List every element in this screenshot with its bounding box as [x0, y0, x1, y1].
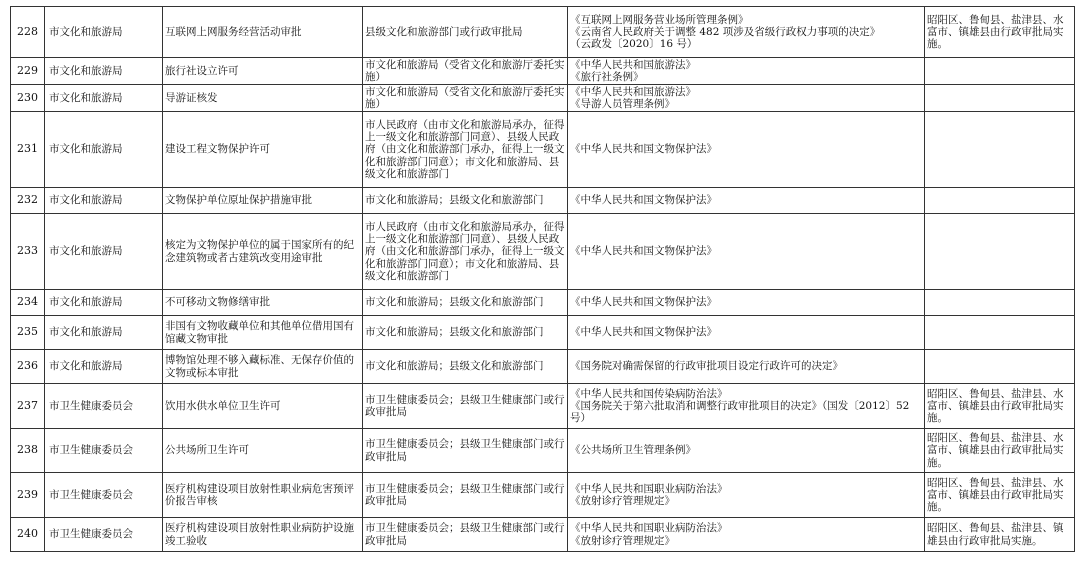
administrative-license-table	[10, 6, 1075, 552]
department-cell: 市文化和旅游局	[45, 7, 163, 58]
department-cell: 市卫生健康委员会	[45, 384, 163, 429]
authority-cell: 市文化和旅游局；县级文化和旅游部门	[363, 316, 568, 350]
item-name-cell: 建设工程文物保护许可	[163, 112, 363, 188]
remark-cell	[925, 290, 1075, 316]
legal-basis-cell	[568, 384, 925, 429]
row-number: 233	[11, 214, 45, 290]
remark-cell: 昭阳区、鲁甸县、盐津县、水富市、镇雄县由行政审批局实施。	[925, 7, 1075, 58]
remark-cell	[925, 188, 1075, 214]
remark-cell: 昭阳区、鲁甸县、盐津县、镇雄县由行政审批局实施。	[925, 518, 1075, 552]
legal-basis-line: 《放射诊疗管理规定》	[570, 534, 675, 547]
remark-cell	[925, 58, 1075, 85]
legal-basis-cell	[568, 7, 925, 58]
legal-basis-line: （云政发〔2020〕16 号）	[570, 38, 698, 51]
row-number: 239	[11, 473, 45, 518]
department-cell: 市文化和旅游局	[45, 350, 163, 384]
authority-cell: 市人民政府（由市文化和旅游局承办，征得上一级文化和旅游部门同意）、县级人民政府（由文化和旅游部门承办，征得上一级文化和旅游部门同意）；市文化和旅游局、县级文化和旅游部门	[363, 112, 568, 188]
legal-basis-line: 《中华人民共和国文物保护法》	[570, 194, 717, 207]
item-name-cell: 医疗机构建设项目放射性职业病防护设施竣工验收	[163, 518, 363, 552]
authority-cell: 市文化和旅游局；县级文化和旅游部门	[363, 350, 568, 384]
table-row	[11, 85, 1075, 112]
item-name-cell: 互联网上网服务经营活动审批	[163, 7, 363, 58]
table-row	[11, 473, 1075, 518]
department-cell: 市文化和旅游局	[45, 214, 163, 290]
row-number: 232	[11, 188, 45, 214]
legal-basis-line: 《中华人民共和国文物保护法》	[570, 143, 717, 156]
legal-basis-cell	[568, 214, 925, 290]
department-cell: 市卫生健康委员会	[45, 429, 163, 473]
legal-basis-line: 《国务院关于第六批取消和调整行政审批项目的决定》（国发〔2012〕52 号）	[570, 399, 910, 425]
table-row	[11, 214, 1075, 290]
department-cell: 市文化和旅游局	[45, 85, 163, 112]
table-row	[11, 316, 1075, 350]
legal-basis-cell	[568, 58, 925, 85]
table-row	[11, 188, 1075, 214]
authority-cell: 市卫生健康委员会；县级卫生健康部门或行政审批局	[363, 518, 568, 552]
item-name-cell: 文物保护单位原址保护措施审批	[163, 188, 363, 214]
department-cell: 市文化和旅游局	[45, 188, 163, 214]
table-row	[11, 518, 1075, 552]
row-number: 236	[11, 350, 45, 384]
legal-basis-line: 《国务院对确需保留的行政审批项目设定行政许可的决定》	[570, 360, 843, 373]
item-name-cell: 不可移动文物修缮审批	[163, 290, 363, 316]
legal-basis-cell	[568, 85, 925, 112]
legal-basis-line: 《中华人民共和国文物保护法》	[570, 296, 717, 309]
remark-cell	[925, 316, 1075, 350]
authority-cell: 市文化和旅游局；县级文化和旅游部门	[363, 290, 568, 316]
legal-basis-cell	[568, 518, 925, 552]
legal-basis-line: 《旅行社条例》	[570, 71, 644, 83]
remark-cell	[925, 112, 1075, 188]
table-row	[11, 112, 1075, 188]
item-name-cell: 核定为文物保护单位的属于国家所有的纪念建筑物或者古建筑改变用途审批	[163, 214, 363, 290]
department-cell: 市文化和旅游局	[45, 316, 163, 350]
legal-basis-cell	[568, 112, 925, 188]
legal-basis-line: 《放射诊疗管理规定》	[570, 495, 675, 507]
row-number: 234	[11, 290, 45, 316]
department-cell: 市卫生健康委员会	[45, 473, 163, 518]
department-cell: 市文化和旅游局	[45, 112, 163, 188]
legal-basis-cell	[568, 316, 925, 350]
row-number: 228	[11, 7, 45, 58]
row-number: 235	[11, 316, 45, 350]
table-row	[11, 384, 1075, 429]
legal-basis-cell	[568, 473, 925, 518]
document-page	[10, 6, 1074, 552]
authority-cell: 市文化和旅游局；县级文化和旅游部门	[363, 188, 568, 214]
legal-basis-line: 《云南省人民政府关于调整 482 项涉及省级行政权力事项的决定》	[570, 25, 881, 38]
legal-basis-line: 《中华人民共和国旅游法》	[570, 85, 696, 98]
legal-basis-cell	[568, 429, 925, 473]
department-cell: 市文化和旅游局	[45, 58, 163, 85]
authority-cell: 市卫生健康委员会；县级卫生健康部门或行政审批局	[363, 429, 568, 473]
remark-cell: 昭阳区、鲁甸县、盐津县、水富市、镇雄县由行政审批局实施。	[925, 429, 1075, 473]
row-number: 237	[11, 384, 45, 429]
legal-basis-line: 《中华人民共和国文物保护法》	[570, 245, 717, 258]
item-name-cell: 公共场所卫生许可	[163, 429, 363, 473]
table-row	[11, 429, 1075, 473]
authority-cell: 市人民政府（由市文化和旅游局承办，征得上一级文化和旅游部门同意）、县级人民政府（由文化和旅游部门承办，征得上一级文化和旅游部门同意）；市文化和旅游局、县级文化和旅游部门	[363, 214, 568, 290]
item-name-cell: 导游证核发	[163, 85, 363, 112]
legal-basis-line: 《导游人员管理条例》	[570, 98, 675, 110]
legal-basis-cell	[568, 350, 925, 384]
table-row	[11, 290, 1075, 316]
authority-cell: 市卫生健康委员会；县级卫生健康部门或行政审批局	[363, 473, 568, 518]
legal-basis-line: 《中华人民共和国传染病防治法》	[570, 387, 728, 400]
row-number: 231	[11, 112, 45, 188]
row-number: 240	[11, 518, 45, 552]
department-cell: 市卫生健康委员会	[45, 518, 163, 552]
legal-basis-line: 《互联网上网服务营业场所管理条例》	[570, 13, 749, 26]
remark-cell: 昭阳区、鲁甸县、盐津县、水富市、镇雄县由行政审批局实施。	[925, 473, 1075, 518]
remark-cell	[925, 214, 1075, 290]
remark-cell	[925, 350, 1075, 384]
legal-basis-cell	[568, 188, 925, 214]
item-name-cell: 博物馆处理不够入藏标准、无保存价值的文物或标本审批	[163, 350, 363, 384]
legal-basis-line: 《公共场所卫生管理条例》	[570, 444, 696, 457]
authority-cell: 市卫生健康委员会；县级卫生健康部门或行政审批局	[363, 384, 568, 429]
legal-basis-line: 《中华人民共和国职业病防治法》	[570, 522, 728, 535]
legal-basis-cell	[568, 290, 925, 316]
row-number: 230	[11, 85, 45, 112]
item-name-cell: 旅行社设立许可	[163, 58, 363, 85]
authority-cell: 县级文化和旅游部门或行政审批局	[363, 7, 568, 58]
legal-basis-line: 《中华人民共和国职业病防治法》	[570, 482, 728, 495]
table-row	[11, 58, 1075, 85]
item-name-cell: 非国有文物收藏单位和其他单位借用国有馆藏文物审批	[163, 316, 363, 350]
department-cell: 市文化和旅游局	[45, 290, 163, 316]
table-row	[11, 350, 1075, 384]
legal-basis-line: 《中华人民共和国旅游法》	[570, 58, 696, 71]
item-name-cell: 饮用水供水单位卫生许可	[163, 384, 363, 429]
row-number: 229	[11, 58, 45, 85]
row-number: 238	[11, 429, 45, 473]
authority-cell: 市文化和旅游局（受省文化和旅游厅委托实施）	[363, 85, 568, 112]
remark-cell	[925, 85, 1075, 112]
authority-cell: 市文化和旅游局（受省文化和旅游厅委托实施）	[363, 58, 568, 85]
table-row	[11, 7, 1075, 58]
legal-basis-line: 《中华人民共和国文物保护法》	[570, 326, 717, 339]
remark-cell: 昭阳区、鲁甸县、盐津县、水富市、镇雄县由行政审批局实施。	[925, 384, 1075, 429]
item-name-cell: 医疗机构建设项目放射性职业病危害预评价报告审核	[163, 473, 363, 518]
